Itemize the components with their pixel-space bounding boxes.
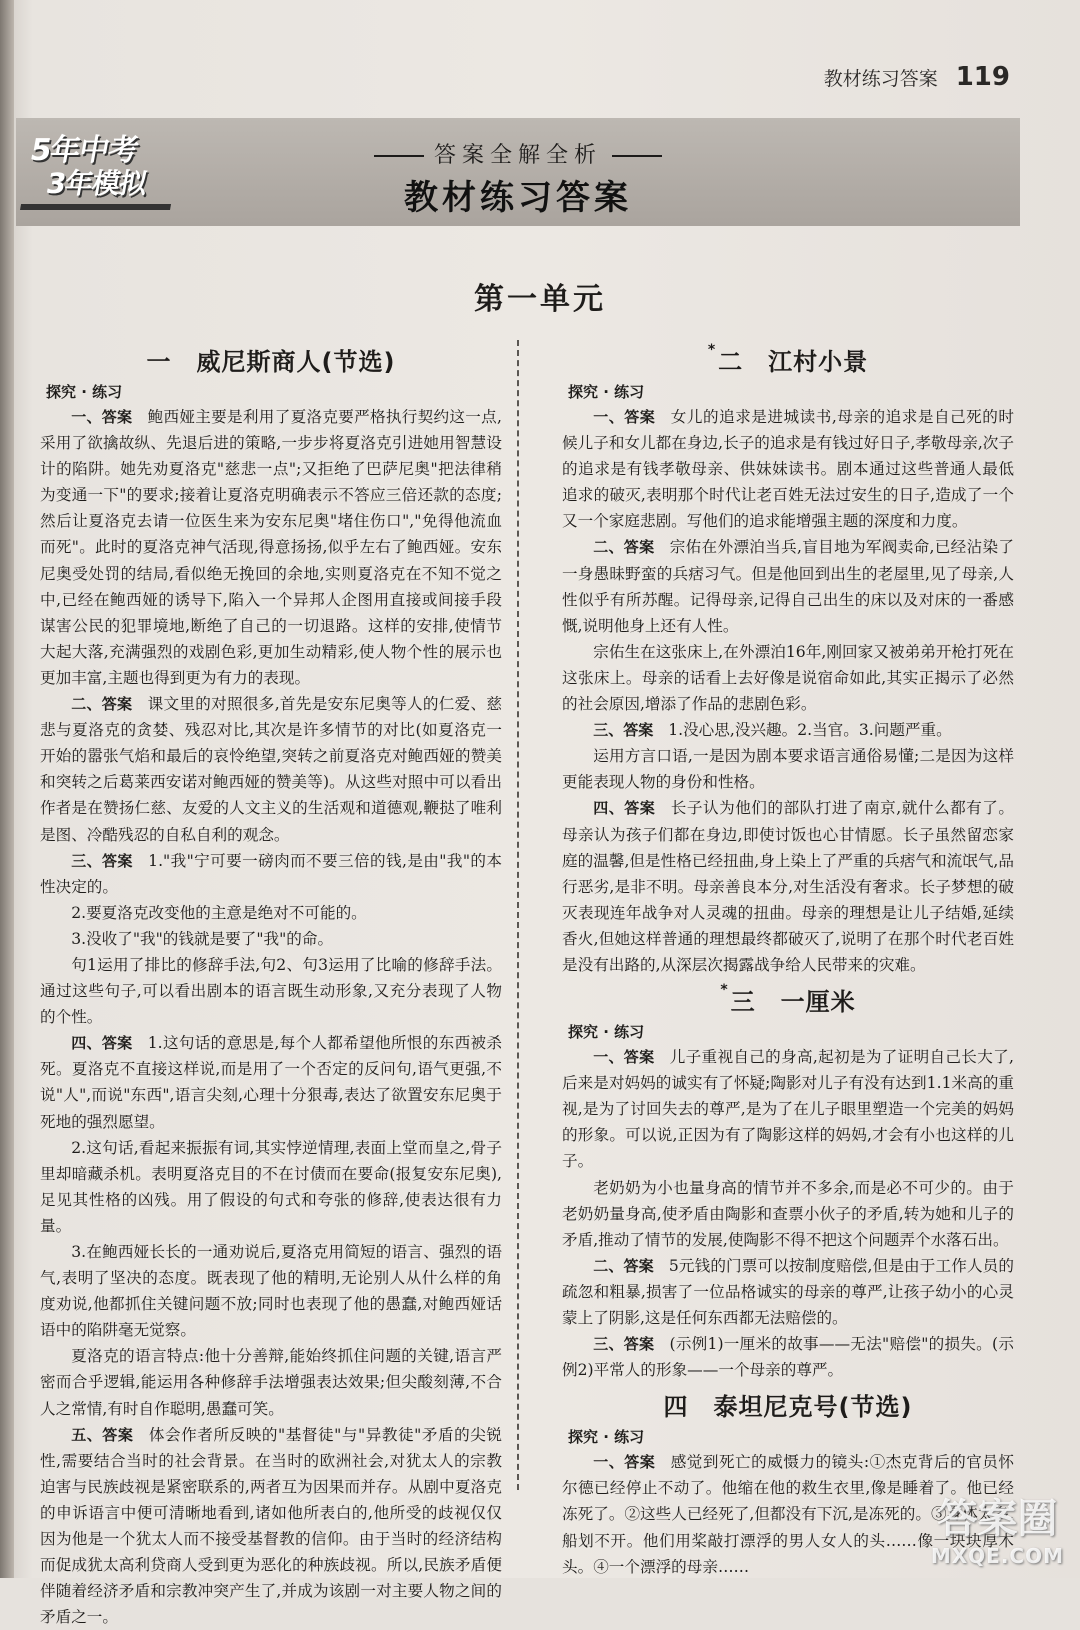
- answer-text: 1.没心思,没兴趣。2.当官。3.问题严重。: [668, 721, 952, 740]
- answer-paragraph: [40, 404, 502, 691]
- answer-text: 句1运用了排比的修辞手法,句2、句3运用了比喻的修辞手法。通过这些句子,可以看出剧本的语言既生动形象,又充分表现了人物的个性。: [40, 955, 502, 1027]
- answer-label: 一、答案: [593, 1048, 670, 1067]
- answer-paragraph: [562, 1331, 1014, 1383]
- section-title-2: *二 江村小景: [707, 342, 869, 376]
- section-banner: [16, 118, 1020, 226]
- answer-paragraph: [40, 1135, 502, 1239]
- right-column: [562, 338, 1014, 1580]
- answer-label: 一、答案: [71, 408, 148, 426]
- book-spine: [0, 0, 14, 1578]
- answer-label: 二、答案: [593, 1256, 669, 1275]
- answer-text: 长子认为他们的部队打进了南京,就什么都有了。母亲认为孩子们都在身边,即使讨饭也心甘情愿。长子虽然留恋家庭的温馨,但是性格已经扭曲,身上染上了严重的兵痞气和流氓气,品行恶劣,是非不明。母亲善良本分,对生活没有奢求。长子梦想的破灭表现连年战争对人灵魂的扭曲。母亲的理想是让儿子结婚,延续香火,但她这样普通的理想最终都破灭了,说明了在那个时代老百姓是没有出路的,从深层次揭露战争给人民带来的灾难。: [562, 799, 1014, 974]
- exercise-tag: 探究 · 练习: [568, 1023, 645, 1042]
- answer-paragraph: [40, 926, 502, 952]
- answer-text: 宗佑在外漂泊当兵,盲目地为军阀卖命,已经沾染了一身愚昧野蛮的兵痞习气。但是他回到出生的老屋里,见了母亲,人性似乎有所苏醒。记得母亲,记得自己出生的床以及对床的一番感慨,说明他身上还有人性。: [562, 538, 1014, 635]
- section-title-4: 四 泰坦尼克号(节选): [663, 1393, 913, 1422]
- answer-paragraph: [562, 1253, 1014, 1331]
- answer-label: 五、答案: [71, 1425, 149, 1444]
- page-number: 119: [955, 62, 1010, 92]
- answer-label: 一、答案: [593, 408, 671, 426]
- answer-paragraph: [562, 743, 1014, 795]
- answer-text: 运用方言口语,一是因为剧本要求语言通俗易懂;二是因为这样更能表现人物的身份和性格。: [562, 747, 1014, 792]
- unit-title: 第一单元: [474, 282, 606, 317]
- answer-text: 感觉到死亡的威慑力的镜头:①杰克背后的官员怀尔德已经停止不动了。他缩在他的救生衣里,像是睡着了。他已经冻死了。②这些人已经死了,但都没有下沉,是冻死的。③身体太多,船划不开。他们用桨敲打漂浮的男人女人的头……像一块块厚木头。④一个漂浮的母亲……: [562, 1453, 1014, 1576]
- answer-label: 一、答案: [593, 1453, 671, 1472]
- answer-paragraph: [40, 1030, 502, 1134]
- s2-paragraphs: [562, 404, 1014, 978]
- watermark-line-1: 答案圈: [937, 1496, 1058, 1542]
- answer-text: 夏洛克的语言特点:他十分善辩,能始终抓住问题的关键,语言严密而合乎逻辑,能运用各种修辞手法增强表达效果;但尖酸刻薄,不合人之常情,有时自作聪明,愚蠢可笑。: [40, 1347, 502, 1418]
- answer-paragraph: [40, 1422, 502, 1630]
- answer-text: 1."我"宁可要一磅肉而不要三倍的钱,是由"我"的本性决定的。: [40, 851, 502, 896]
- column-divider: [517, 340, 519, 1490]
- answer-paragraph: [40, 1239, 502, 1343]
- section-title-1: 一 威尼斯商人(节选): [146, 348, 396, 376]
- answer-text: 老奶奶为小也量身高的情节并不多余,而是必不可少的。由于老奶奶量身高,使矛盾由陶影和查票小伙子的矛盾,转为她和儿子的矛盾,推动了情节的发展,使陶影不得不把这个问题弄个水落石出。: [562, 1178, 1014, 1249]
- left-column: [40, 338, 502, 1630]
- answer-text: 2.这句话,看起来振振有词,其实悖逆情理,表面上堂而皇之,骨子里却暗藏杀机。表明夏洛克目的不在讨债而在要命(报复安东尼奥),足见其性格的凶残。用了假设的句式和夸张的修辞,使表达很有力量。: [40, 1138, 502, 1235]
- answer-paragraph: [40, 900, 502, 926]
- answer-text: 1.这句话的意思是,每个人都希望他所恨的东西被杀死。夏洛克不直接这样说,而是用了一个否定的反问句,语气更强,不说"人",而说"东西",语言尖刻,心理十分狠毒,表达了欲置安东尼奥于死地的强烈愿望。: [40, 1034, 502, 1131]
- left-paragraphs: [40, 404, 502, 1630]
- banner-subtitle-text: 答案全解全析: [433, 143, 602, 168]
- answer-text: 3.没收了"我"的钱就是要了"我"的命。: [71, 929, 334, 948]
- exercise-tag: 探究 · 练习: [568, 1428, 645, 1447]
- exercise-tag: 探究 · 练习: [46, 383, 123, 401]
- answer-label: 三、答案: [593, 721, 669, 740]
- answer-paragraph: [562, 1175, 1014, 1253]
- answer-label: 四、答案: [71, 1034, 148, 1053]
- answer-text: 3.在鲍西娅长长的一通劝说后,夏洛克用简短的语言、强烈的语气,表明了坚决的态度。既表现了他的精明,无论别人从什么样的角度劝说,他都抓住关键问题不放;同时也表现了他的愚蠢,对鲍西娅话语中的陷阱毫无觉察。: [40, 1243, 502, 1340]
- answer-paragraph: [40, 691, 502, 848]
- answer-paragraph: [562, 717, 1014, 743]
- answer-label: 三、答案: [71, 851, 149, 870]
- section-title-2-text: 二 江村小景: [718, 348, 869, 376]
- section-title-3: *三 一厘米: [720, 982, 856, 1017]
- answer-text: 5元钱的门票可以按制度赔偿,但是由于工作人员的疏忽和粗暴,损害了一位品格诚实的母亲的尊严,让孩子幼小的心灵蒙上了阴影,这是任何东西都无法赔偿的。: [562, 1256, 1014, 1327]
- logo-line-2: 3年模拟: [43, 167, 150, 200]
- answer-text: 女儿的追求是进城读书,母亲的追求是自己死的时候儿子和女儿都在身边,长子的追求是有钱过好日子,孝敬母亲,次子的追求是有钱孝敬母亲、供妹妹读书。剧本通过这些普通人最低追求的破灭,表明那个时代让老百姓无法过安生的日子,造成了一个又一个家庭悲剧。写他们的追求能增强主题的深度和力度。: [562, 408, 1014, 531]
- answer-text: 体会作者所反映的"基督徒"与"异教徒"矛盾的尖锐性,需要结合当时的社会背景。在当时的欧洲社会,对犹太人的宗教迫害与民族歧视是紧密联系的,两者互为因果而并存。从剧中夏洛克的申诉语言中便可清晰地看到,诸如他所表白的,他所受的歧视仅仅因为他是一个犹太人而不接受基督教的信仰。由于当时的经济结构而促成犹太高利贷商人受到更为恶化的种族歧视。所以,民族矛盾便伴随着经济矛盾和宗教冲突产生了,并成为该剧一对主要人物之间的矛盾之一。: [40, 1425, 502, 1627]
- answer-text: (示例1)一厘米的故事——无法"赔偿"的损失。(示例2)平常人的形象——一个母亲的尊严。: [562, 1335, 1014, 1380]
- answer-paragraph: [40, 848, 502, 900]
- answer-label: 四、答案: [593, 799, 671, 818]
- watermark-line-2: MXQE.COM: [930, 1544, 1064, 1568]
- header-title: 教材练习答案: [823, 68, 938, 90]
- running-header: [824, 62, 1010, 92]
- logo-line-1: 5年中考: [27, 133, 141, 168]
- answer-text: 课文里的对照很多,首先是安东尼奥等人的仁爱、慈悲与夏洛克的贪婪、残忍对比,其次是许多情节的对比(如夏洛克一开始的嚣张气焰和最后的哀怜绝望,突转之前夏洛克对鲍西娅的赞美和突转之后葛莱西安诺对鲍西娅的赞美等)。从这些对照中可以看出作者是在赞扬仁慈、友爱的人文主义的生活观和道德观,鞭挞了唯利是图、冷酷残忍的自私自利的观念。: [40, 695, 502, 844]
- watermark: [931, 1487, 1064, 1568]
- banner-subtitle: [16, 138, 1020, 169]
- s3-paragraphs: [562, 1044, 1014, 1383]
- answer-text: 2.要夏洛克改变他的主意是绝对不可能的。: [71, 903, 367, 922]
- answer-paragraph: [562, 404, 1014, 534]
- answer-label: 三、答案: [593, 1335, 670, 1354]
- answer-label: 二、答案: [71, 695, 148, 714]
- answer-paragraph: [40, 1343, 502, 1421]
- answer-text: 鲍西娅主要是利用了夏洛克要严格执行契约这一点,采用了欲擒故纵、先退后进的策略,一步步将夏洛克引进她用智慧设计的陷阱。她先劝夏洛克"慈悲一点";又拒绝了巴萨尼奥"把法律稍为变通一下"的要求;接着让夏洛克明确表示不答应三倍还款的态度;然后让夏洛克去请一位医生来为安东尼奥"堵住伤口","免得他流血而死"。此时的夏洛克神气活现,得意扬扬,似乎左右了鲍西娅。安东尼奥受处罚的结局,看似绝无挽回的余地,实则夏洛克在不知不觉之中,已经在鲍西娅的诱导下,陷入一个异邦人企图用直接或间接手段谋害公民的犯罪境地,断绝了自己的一切退路。这样的安排,使情节大起大落,充满强烈的戏剧色彩,更加生动精彩,使人物个性的展示也更加丰富,主题也得到更为有力的表现。: [40, 408, 502, 687]
- answer-paragraph: [562, 795, 1014, 978]
- answer-paragraph: [562, 639, 1014, 717]
- exercise-tag: 探究 · 练习: [568, 383, 645, 401]
- answer-label: 二、答案: [593, 538, 670, 557]
- answer-text: 儿子重视自己的身高,起初是为了证明自己长大了,后来是对妈妈的诚实有了怀疑;陶影对儿子有没有达到1.1米高的重视,是为了讨回失去的尊严,是为了在儿子眼里塑造一个完美的妈妈的形象。可以说,正因为有了陶影这样的妈妈,才会有小也这样的儿子。: [562, 1048, 1014, 1171]
- banner-title: 教材练习答案: [404, 178, 632, 218]
- answer-text: 宗佑生在这张床上,在外漂泊16年,刚回家又被弟弟开枪打死在这张床上。母亲的话看上去好像是说宿命如此,其实正揭示了必然的社会原因,增添了作品的悲剧色彩。: [562, 642, 1014, 714]
- answer-paragraph: [562, 534, 1014, 638]
- answer-paragraph: [40, 952, 502, 1030]
- answer-paragraph: [562, 1044, 1014, 1174]
- section-title-3-text: 三 一厘米: [730, 988, 856, 1017]
